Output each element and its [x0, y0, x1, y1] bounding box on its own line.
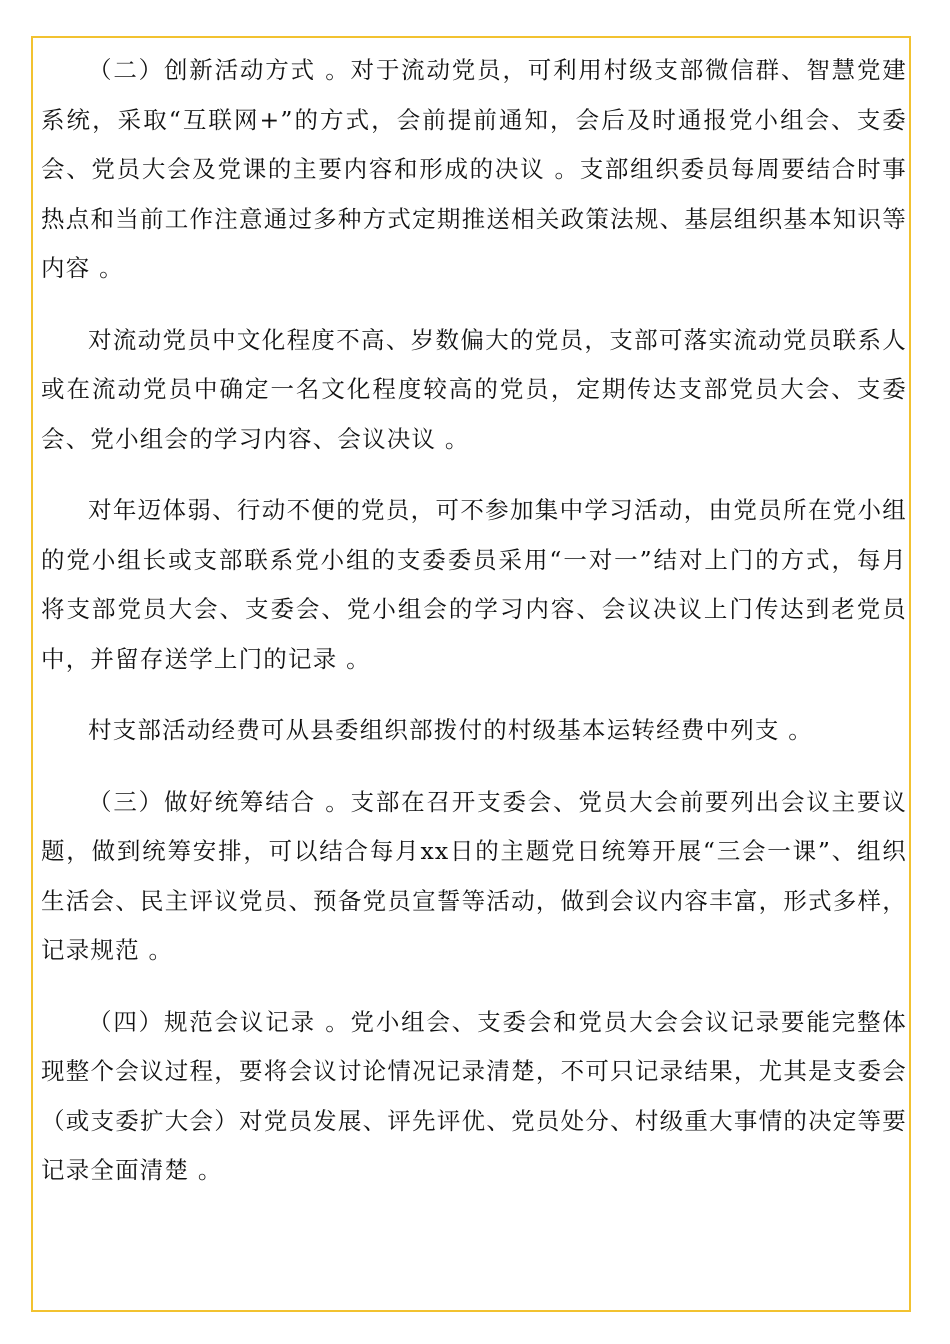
paragraph-low-education-members: 对流动党员中文化程度不高、岁数偏大的党员，支部可落实流动党员联系人或在流动党员中确定一名文化程度较高的党员，定期传达支部党员大会、支委会、党小组会的学习内容、会议决议 。 — [41, 325, 907, 453]
paragraph-coordination: （三）做好统筹结合 。支部在召开支委会、党员大会前要列出会议主要议题，做到统筹安排，可以结合每月xx日的主题党日统筹开展“三会一课”、组织生活会、民主评议党员、预备党员宣誓等活动，做到会议内容丰富，形式多样，记录规范 。 — [41, 787, 907, 964]
paragraph-activity-funds: 村支部活动经费可从县委组织部拨付的村级基本运转经费中列支 。 — [88, 716, 813, 744]
document-body — [41, 46, 907, 1218]
paragraph-innovate-activity: （二）创新活动方式 。对于流动党员，可利用村级支部微信群、智慧党建系统，采取“互联网+”的方式，会前提前通知，会后及时通报党小组会、支委会、党员大会及党课的主要内容和形成的决议 。支部组织委员每周要结合时事热点和当前工作注意通过多种方式定期推送相关政策法规、基层组织基本知识等内容 。 — [41, 56, 907, 282]
paragraph-meeting-records: （四）规范会议记录 。党小组会、支委会和党员大会会议记录要能完整体现整个会议过程，要将会议讨论情况记录清楚，不可只记录结果，尤其是支委会（或支委扩大会）对党员发展、评先评优、党员处分、村级重大事情的决定等要记录全面清楚 。 — [41, 1007, 907, 1184]
paragraph-elderly-members: 对年迈体弱、行动不便的党员，可不参加集中学习活动，由党员所在党小组的党小组长或支部联系党小组的支委委员采用“一对一”结对上门的方式，每月将支部党员大会、支委会、党小组会的学习内容、会议决议上门传达到老党员中，并留存送学上门的记录 。 — [41, 496, 907, 673]
